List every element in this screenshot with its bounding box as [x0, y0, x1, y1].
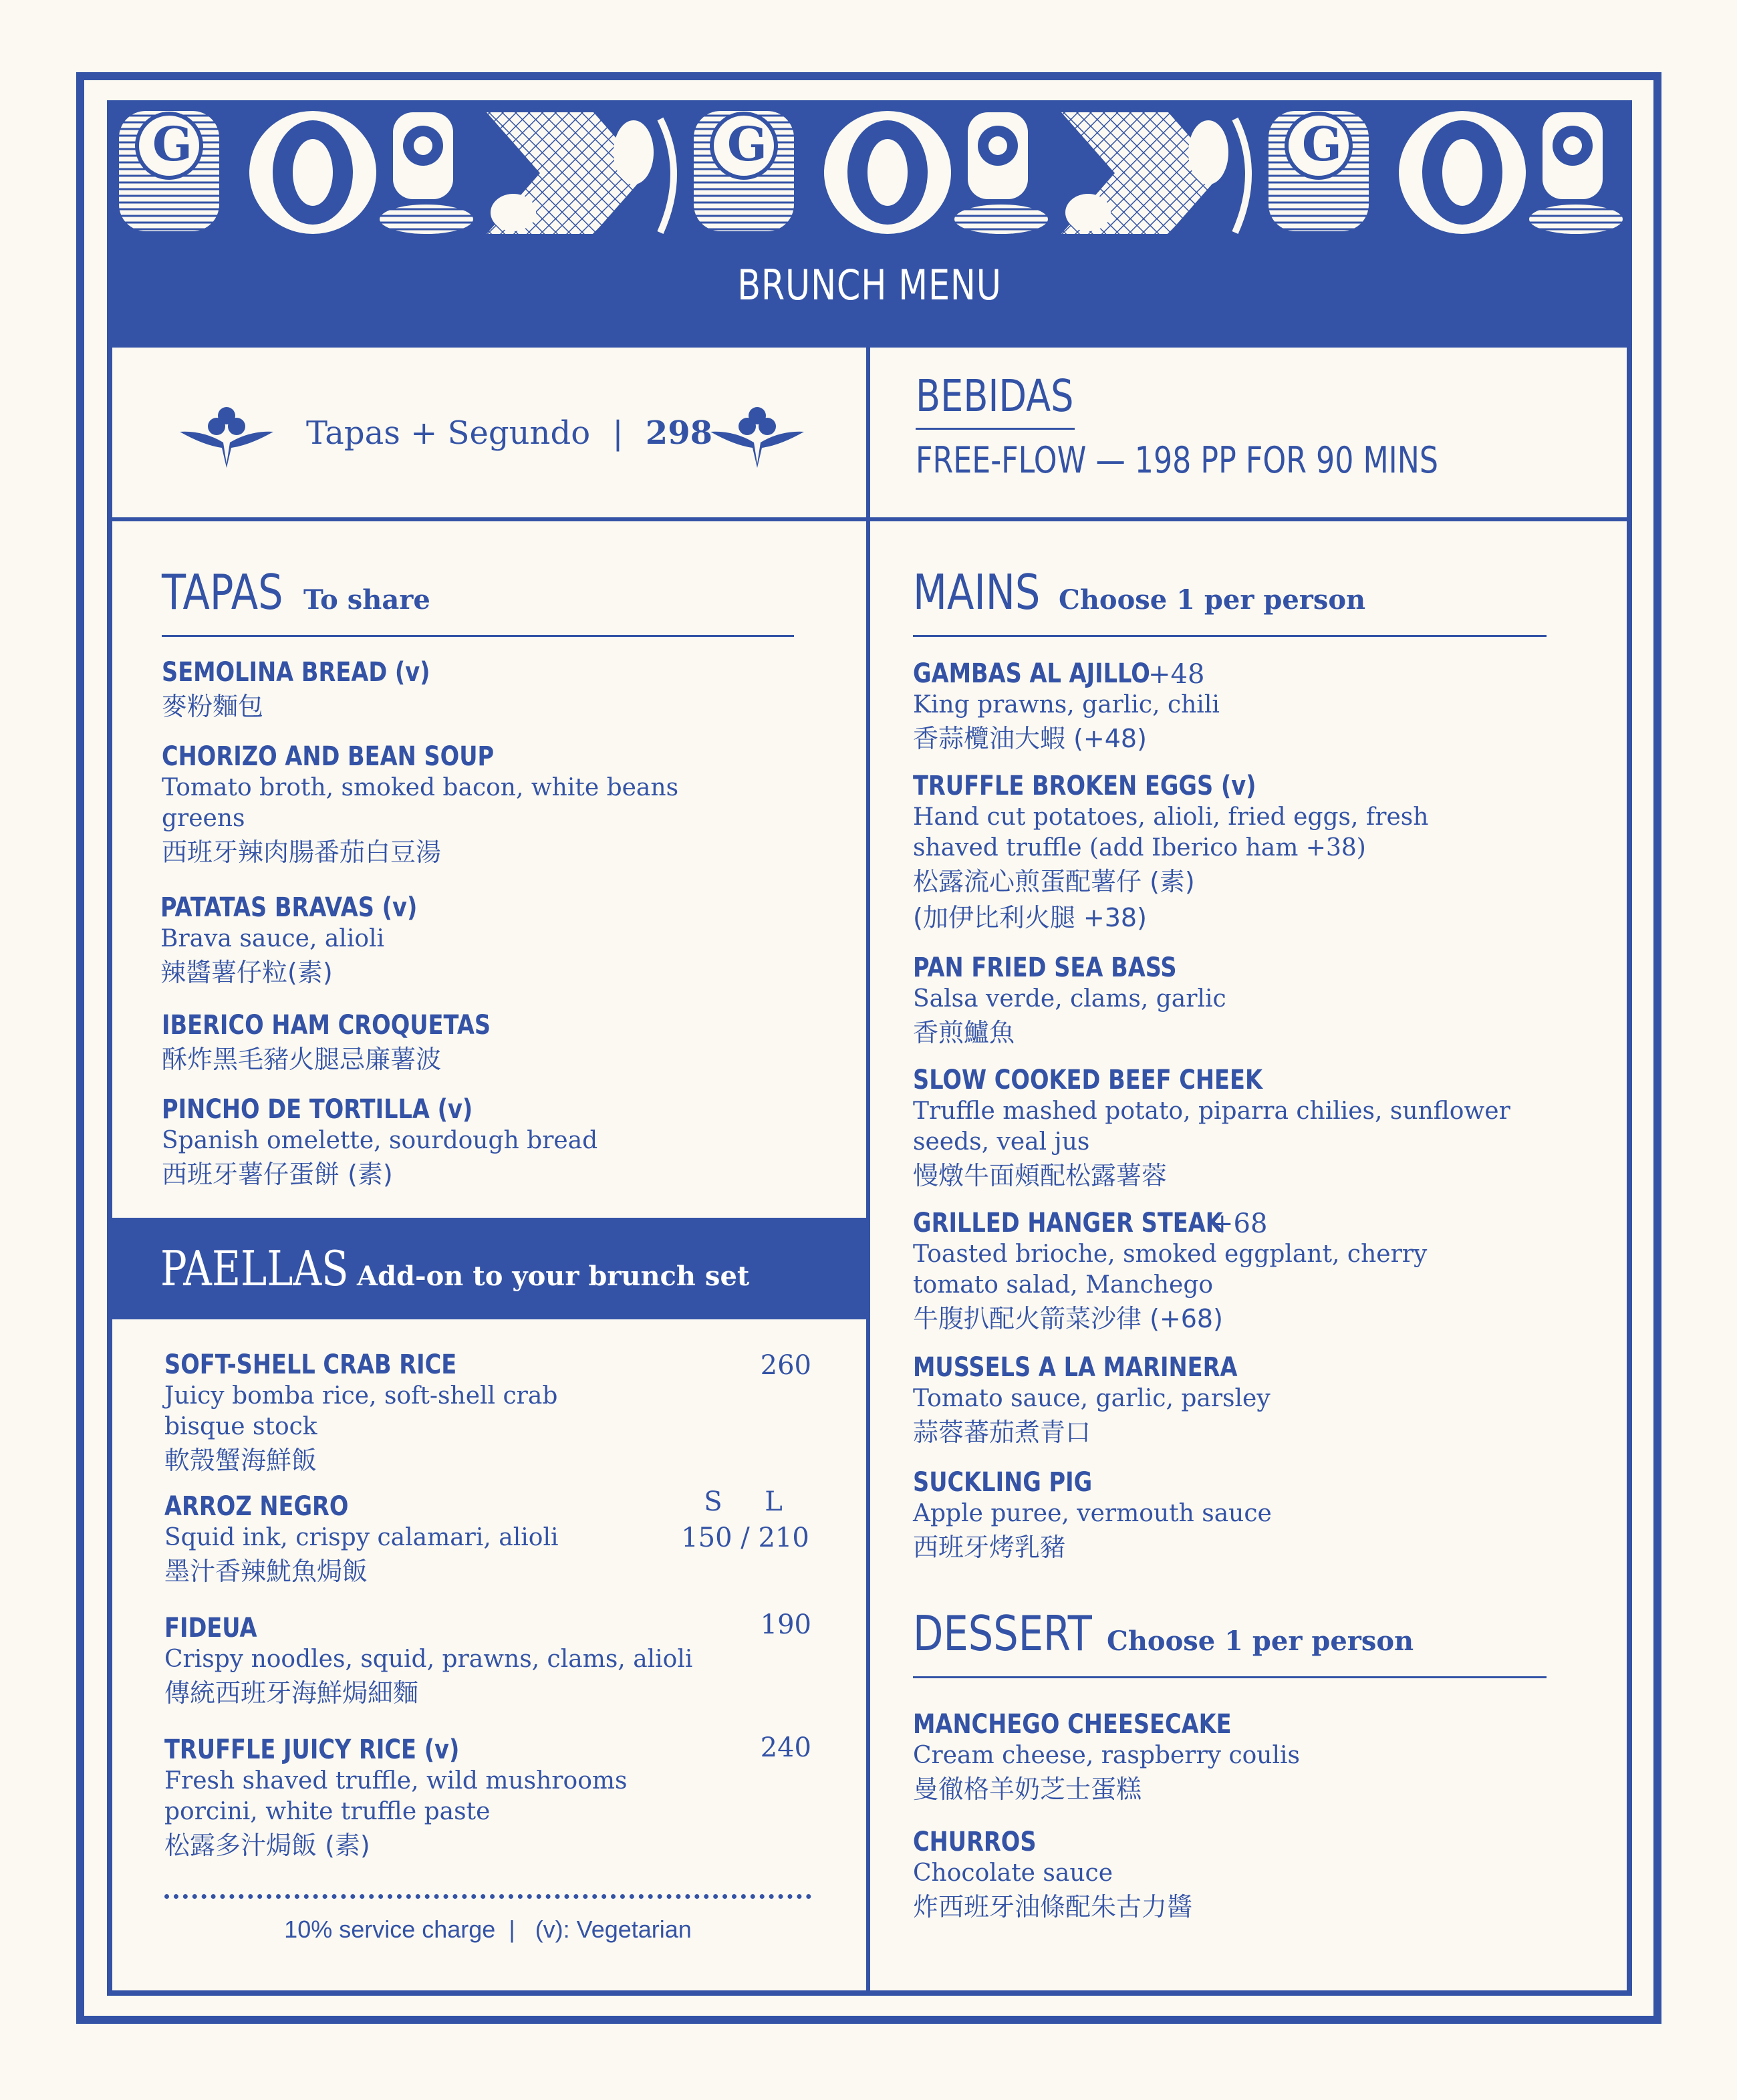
item-description: greens	[162, 805, 245, 832]
item-chinese: 松露多汁焗飯 (素)	[164, 1831, 370, 1860]
item-description: Crispy noodles, squid, prawns, clams, alioli	[164, 1646, 693, 1673]
item-name: SUCKLING PIG	[913, 1467, 1093, 1498]
item-description: porcini, white truffle paste	[164, 1798, 491, 1825]
item-chinese: 辣醬薯仔粒(素)	[160, 958, 333, 987]
item-name: CHORIZO AND BEAN SOUP	[162, 741, 495, 772]
item-chinese: 傳統西班牙海鮮焗細麵	[164, 1678, 419, 1708]
tapas-item	[162, 1009, 553, 1077]
item-supplement: +48	[1148, 659, 1205, 690]
item-name: PATATAS BRAVAS (v)	[160, 892, 418, 923]
item-chinese: 西班牙烤乳豬	[913, 1533, 1066, 1562]
item-description: Salsa verde, clams, garlic	[913, 985, 1226, 1013]
item-chinese: 墨汁香辣魷魚焗飯	[164, 1557, 368, 1586]
item-description: bisque stock	[164, 1413, 317, 1440]
dessert-title: DESSERT	[913, 1605, 1092, 1662]
item-description: Spanish omelette, sourdough bread	[162, 1127, 598, 1154]
tapas-underline	[162, 635, 794, 637]
item-description: Squid ink, crispy calamari, alioli	[164, 1524, 559, 1551]
mains-subtitle: Choose 1 per person	[1059, 584, 1366, 616]
mains-title: MAINS	[913, 564, 1041, 620]
mains-item	[913, 1207, 1427, 1337]
dessert-underline	[913, 1676, 1547, 1678]
item-name: FIDEUA	[164, 1613, 257, 1644]
item-description: Juicy bomba rice, soft-shell crab	[164, 1382, 558, 1410]
tapas-subtitle: To share	[303, 584, 430, 616]
mains-item	[913, 770, 1428, 936]
item-name: SEMOLINA BREAD (v)	[162, 657, 430, 688]
item-description: seeds, veal jus	[913, 1128, 1090, 1156]
item-description: tomato salad, Manchego	[913, 1271, 1214, 1299]
item-chinese: 軟殼蟹海鮮飯	[164, 1446, 317, 1475]
set-label: Tapas + Segundo	[306, 414, 591, 452]
size-labels: S L	[704, 1486, 783, 1517]
item-description: Truffle mashed potato, piparra chilies, sunflower	[913, 1097, 1510, 1125]
item-name: SLOW COOKED BEEF CHEEK	[913, 1065, 1262, 1095]
item-description: Apple puree, vermouth sauce	[913, 1500, 1272, 1527]
item-price: 150 / 210	[681, 1523, 809, 1553]
tapas-item	[162, 656, 481, 725]
paellas-title: PAELLAS	[160, 1240, 349, 1297]
item-name: PINCHO DE TORTILLA (v)	[162, 1094, 473, 1125]
dessert-item	[913, 1708, 1300, 1807]
item-name: GAMBAS AL AJILLO	[913, 658, 1150, 689]
item-name: SOFT-SHELL CRAB RICE	[164, 1349, 457, 1380]
item-name: TRUFFLE BROKEN EGGS (v)	[913, 771, 1256, 801]
item-chinese: 麥粉麵包	[162, 692, 264, 721]
item-chinese: 慢燉牛面頰配松露薯蓉	[913, 1161, 1168, 1190]
mains-item	[913, 1466, 1272, 1565]
top-row-divider	[112, 517, 1627, 521]
mains-underline	[913, 635, 1547, 637]
item-chinese: 曼徹格羊奶芝士蛋糕	[913, 1775, 1142, 1804]
tapas-item	[162, 1093, 597, 1192]
mains-item	[913, 1351, 1299, 1450]
item-description: Fresh shaved truffle, wild mushrooms	[164, 1767, 628, 1795]
item-chinese: 酥炸黑毛豬火腿忌廉薯波	[162, 1045, 442, 1074]
decorative-pattern-banner	[112, 106, 1627, 241]
item-chinese: 松露流心煎蛋配薯仔 (素)	[913, 867, 1195, 896]
dessert-subtitle: Choose 1 per person	[1107, 1625, 1414, 1657]
item-price: 190	[760, 1609, 811, 1640]
item-chinese: 牛腹扒配火箭菜沙律 (+68)	[913, 1304, 1223, 1333]
tapas-item	[160, 892, 466, 991]
tapas-title: TAPAS	[162, 564, 283, 620]
fleur-ornament-left-icon	[176, 404, 277, 471]
tapas-heading	[162, 564, 309, 620]
item-description: Cream cheese, raspberry coulis	[913, 1742, 1300, 1769]
item-chinese: 蒜蓉蕃茄煮青口	[913, 1418, 1091, 1447]
column-divider	[866, 348, 870, 1996]
tapas-item	[162, 741, 678, 870]
item-name: PAN FRIED SEA BASS	[913, 952, 1177, 983]
menu-title: BRUNCH MENU	[737, 261, 1002, 309]
item-description: Brava sauce, alioli	[160, 925, 385, 952]
bebidas-title: BEBIDAS	[916, 370, 1074, 422]
dotted-divider	[164, 1894, 811, 1899]
footnote: 10% service charge | (v): Vegetarian	[284, 1916, 692, 1943]
item-description: Tomato broth, smoked bacon, white beans	[162, 774, 679, 801]
item-description: Chocolate sauce	[913, 1859, 1113, 1887]
item-name: CHURROS	[913, 1827, 1037, 1857]
item-name: GRILLED HANGER STEAK	[913, 1208, 1223, 1238]
item-chinese: 香蒜欖油大蝦 (+48)	[913, 724, 1147, 753]
item-chinese: 炸西班牙油條配朱古力醬	[913, 1892, 1193, 1922]
mains-item	[913, 1064, 1510, 1194]
item-description: shaved truffle (add Iberico ham +38)	[913, 834, 1366, 862]
set-separator: |	[612, 414, 624, 452]
item-name: MUSSELS A LA MARINERA	[913, 1352, 1238, 1383]
mains-item	[913, 952, 1227, 1051]
item-description: Hand cut potatoes, alioli, fried eggs, fresh	[913, 803, 1429, 831]
item-name: IBERICO HAM CROQUETAS	[162, 1010, 491, 1041]
paellas-subtitle: Add-on to your brunch set	[357, 1261, 750, 1292]
item-description: Tomato sauce, garlic, parsley	[913, 1385, 1271, 1412]
item-chinese: 香煎鱸魚	[913, 1018, 1015, 1047]
item-chinese: 西班牙薯仔蛋餅 (素)	[162, 1160, 393, 1189]
item-description: King prawns, garlic, chili	[913, 691, 1220, 718]
item-price: 260	[760, 1350, 811, 1381]
item-supplement: +68	[1211, 1208, 1268, 1239]
item-name: MANCHEGO CHEESECAKE	[913, 1709, 1232, 1740]
item-name: ARROZ NEGRO	[164, 1491, 349, 1522]
item-chinese: 西班牙辣肉腸番茄白豆湯	[162, 837, 442, 867]
item-price: 240	[760, 1732, 811, 1763]
set-price: 298	[645, 414, 712, 452]
bebidas-subtitle: FREE-FLOW — 198 PP FOR 90 MINS	[916, 439, 1438, 481]
set-price-line	[306, 414, 712, 452]
fleur-ornament-right-icon	[707, 404, 807, 471]
item-description: Toasted brioche, smoked eggplant, cherry	[913, 1240, 1428, 1268]
item-chinese: (加伊比利火腿 +38)	[913, 903, 1147, 932]
dessert-item	[913, 1826, 1192, 1925]
item-name: TRUFFLE JUICY RICE (v)	[164, 1734, 460, 1765]
bebidas-underline	[916, 428, 1075, 430]
